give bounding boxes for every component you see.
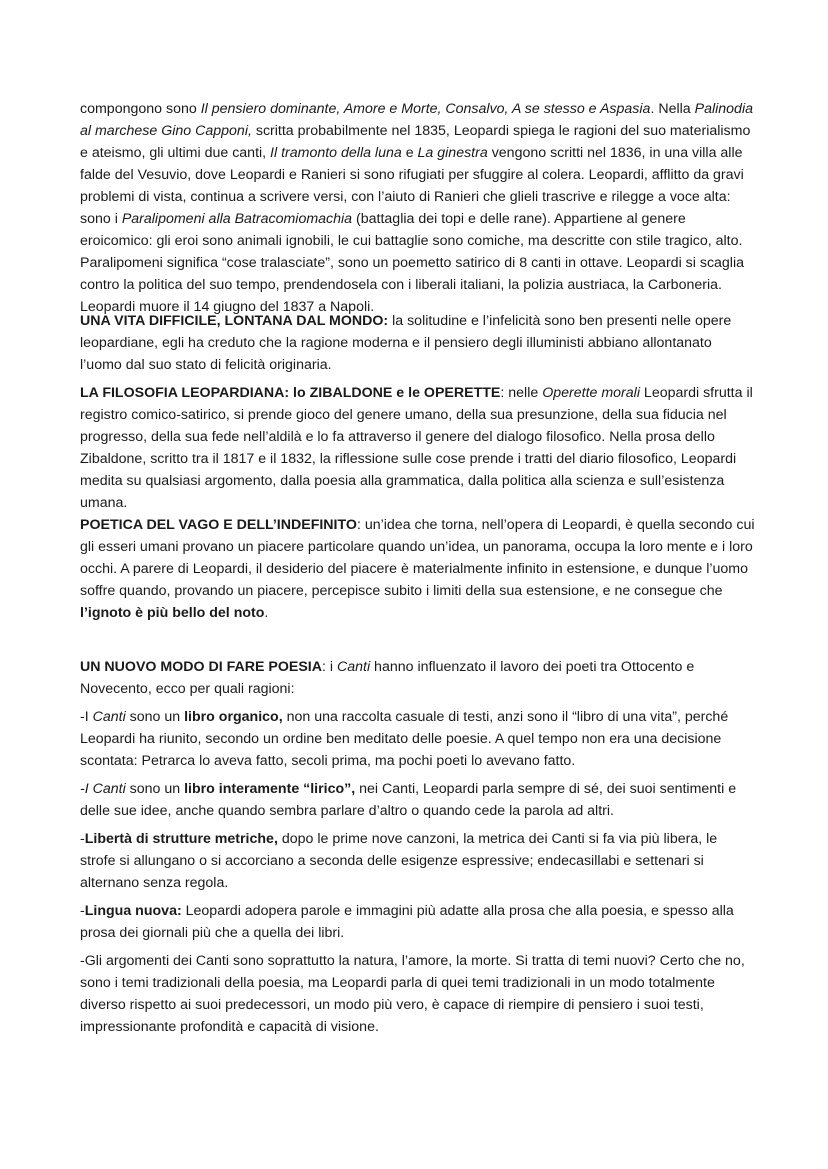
- text-run: : i: [322, 659, 337, 675]
- text-run: Paralipomeni alla Batracomiomachia: [121, 211, 353, 227]
- paragraph-nuovo-modo: [80, 656, 755, 700]
- text-run: dopo le prime nove canzoni, la metrica dei Canti si fa via più libera, le strofe si allungano o si accorciano a seconda delle esigenze espressive; endecasillabi e settenari si alternano senza regola.: [80, 831, 718, 891]
- list-item-lingua-nuova: [80, 900, 755, 944]
- text-run: .: [264, 605, 269, 621]
- text-run: e: [401, 145, 418, 161]
- text-run: sono un: [125, 781, 185, 797]
- text-run: sono un: [125, 709, 185, 725]
- text-run: non una raccolta casuale di testi, anzi sono il “libro di una vita”, perché Leopardi ha riunito, secondo un ordine ben meditato delle poesie. A quel tempo non era una decisione scontata: Petrarca lo aveva fatto, secoli prima, ma pochi poeti lo avevano fatto.: [80, 709, 729, 769]
- text-run: Operette morali: [542, 385, 640, 401]
- text-run: (battaglia dei topi e delle rane). Appartiene al genere eroicomico: gli eroi sono animali ignobili, le cui battaglie sono comiche, ma descritte con stile tragico, alto. Paralipomeni significa “cose tralasciate”, sono un poemetto satirico di 8 canti in ottave. Leopardi si scaglia contro la politica del suo tempo, prendendosela con i liberali italiani, la polizia austriaca, la Carboneria. Leopardi muore il 14 giugno del 1837 a Napoli.: [80, 211, 745, 315]
- text-run: Canti: [92, 709, 126, 725]
- list-item-strutture-metriche: [80, 828, 755, 894]
- list-item-libro-organico: [80, 706, 755, 772]
- text-run: POETICA DEL VAGO E DELL’INDEFINITO: [80, 517, 357, 533]
- text-run: Canti: [336, 659, 371, 675]
- text-run: vengono scritti nel 1836, in una villa alle falde del Vesuvio, dove Leopardi e Ranieri si sono rifugiati per sfuggire al colera. Leopardi, afflitto da gravi problemi di vista, continua a scrivere versi, con l’aiuto di Ranieri che glieli trascrive e rilegge a voce alta: sono i: [80, 145, 744, 227]
- list-item-libro-lirico: [80, 778, 755, 822]
- text-run: -: [80, 831, 85, 847]
- text-run: Libertà di strutture metriche,: [84, 831, 278, 847]
- text-run: hanno influenzato il lavoro dei poeti tra Ottocento e Novecento, ecco per quali ragioni:: [80, 659, 695, 697]
- text-run: . Nella: [650, 101, 695, 117]
- paragraph-filosofia: [80, 382, 755, 514]
- text-run: LA FILOSOFIA LEOPARDIANA: lo ZIBALDONE e le OPERETTE: [80, 385, 501, 401]
- text-run: UN NUOVO MODO DI FARE POESIA: [80, 659, 322, 675]
- text-run: Il pensiero dominante, Amore e Morte, Consalvo, A se stesso e Aspasia: [200, 101, 651, 117]
- text-run: scritta probabilmente nel 1835, Leopardi spiega le ragioni del suo materialismo e ateismo, gli ultimi due canti,: [80, 123, 751, 161]
- text-run: Leopardi sfrutta il registro comico-satirico, si prende gioco del genere umano, della sua presunzione, della sua fiducia nel progresso, della sua fede nell’aldilà e lo fa attraverso il genere del dialogo filosofico. Nella prosa dello Zibaldone, scritto tra il 1817 e il 1832, la riflessione sulle cose prende i tratti del diario filosofico, Leopardi medita su qualsiasi argomento, dalla poesia alla grammatica, dalla politica alla scienza e sull’esistenza umana.: [80, 385, 753, 511]
- text-run: l’ignoto è più bello del noto: [80, 605, 265, 621]
- list-item-argomenti: [80, 950, 755, 1038]
- text-run: compongono sono: [80, 101, 201, 117]
- text-run: La ginestra: [417, 145, 488, 161]
- text-run: : un’idea che torna, nell’opera di Leopardi, è quella secondo cui gli esseri umani provano un piacere particolare quando un’idea, un panorama, occupa la loro mente e i loro occhi. A parere di Leopardi, il desiderio del piacere è materialmente infinito in estensione, e dunque l’uomo soffre quando, provando un piacere, percepisce subito i limiti della sua estensione, e ne consegue che: [80, 517, 755, 599]
- text-run: nei Canti, Leopardi parla sempre di sé, dei suoi sentimenti e delle sue idee, anche quando sembra parlare d’altro o quando cede la parola ad altri.: [80, 781, 737, 819]
- paragraph-vita-difficile: [80, 310, 755, 376]
- text-run: Palinodia al marchese Gino Capponi,: [80, 101, 753, 139]
- text-run: libro interamente “lirico”,: [184, 781, 356, 797]
- text-run: Il tramonto della luna: [270, 145, 402, 161]
- text-run: Leopardi adopera parole e immagini più adatte alla prosa che alla poesia, e spesso alla prosa dei giornali più che a quella dei libri.: [80, 903, 734, 941]
- paragraph-poetica-vago: [80, 514, 755, 624]
- text-run: UNA VITA DIFFICILE, LONTANA DAL MONDO:: [80, 313, 389, 329]
- paragraph-late-works: [80, 98, 755, 318]
- text-run: Lingua nuova:: [84, 903, 182, 919]
- text-run: -: [80, 903, 85, 919]
- text-run: : nelle: [500, 385, 543, 401]
- text-run: la solitudine e l’infelicità sono ben presenti nelle opere leopardiane, egli ha creduto che la ragione moderna e il pensiero degli illuministi abbiano allontanato l’uomo dal suo stato di felicità originaria.: [80, 313, 732, 373]
- text-run: -I Canti: [80, 781, 126, 797]
- text-run: -Gli argomenti dei Canti sono soprattutto la natura, l’amore, la morte. Si tratta di temi nuovi? Certo che no, sono i temi tradizionali della poesia, ma Leopardi parla di quei temi tradizionali in un modo totalmente diverso rispetto ai suoi predecessori, un modo più vero, è capace di riempire di pensiero i suoi testi, impressionante profondità e capacità di visione.: [80, 953, 745, 1035]
- text-run: libro organico,: [184, 709, 283, 725]
- text-run: -I: [80, 709, 93, 725]
